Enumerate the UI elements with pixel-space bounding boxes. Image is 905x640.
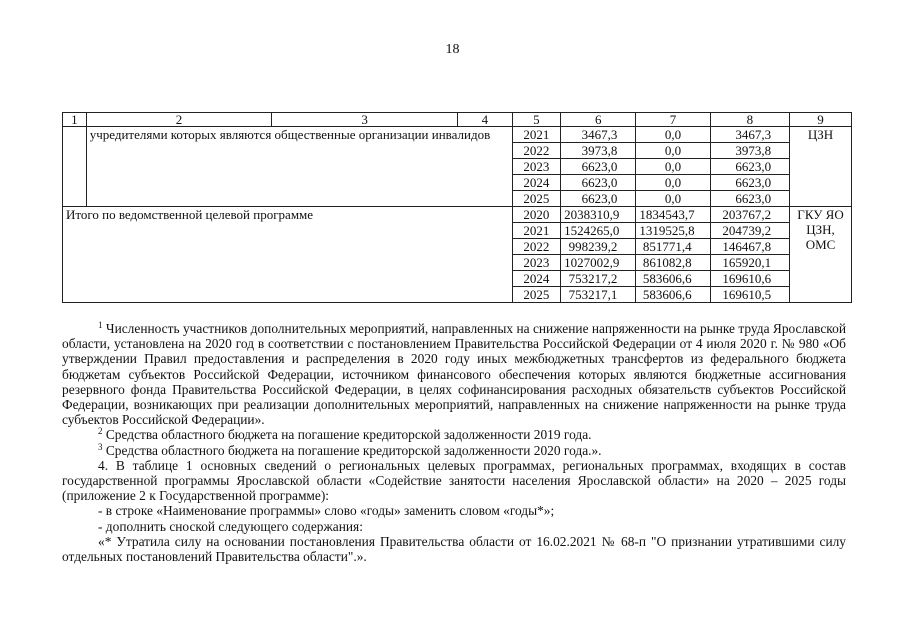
total-description: Итого по ведомственной целевой программе	[63, 207, 513, 303]
total-cell: 1027002,9	[561, 255, 636, 271]
regional-cell: 6623,0	[710, 191, 789, 207]
footnote-marker: 3	[98, 441, 103, 452]
footnote-marker: 2	[98, 426, 103, 437]
federal-cell: 0,0	[636, 143, 710, 159]
table-row	[63, 127, 852, 143]
footnote-1	[62, 321, 846, 427]
total-cell: 6623,0	[561, 159, 636, 175]
total-cell: 753217,1	[561, 287, 636, 303]
regional-cell: 169610,6	[710, 271, 789, 287]
total-cell: 6623,0	[561, 175, 636, 191]
federal-cell: 583606,6	[636, 271, 710, 287]
column-header: 6	[561, 113, 636, 127]
page-number: 18	[445, 42, 460, 57]
regional-cell: 146467,8	[710, 239, 789, 255]
federal-cell: 0,0	[636, 159, 710, 175]
footnote-marker: 1	[98, 320, 103, 330]
total-cell: 998239,2	[561, 239, 636, 255]
regional-cell: 6623,0	[710, 175, 789, 191]
program-table	[62, 112, 852, 303]
executor-line: ОМС	[805, 237, 836, 252]
amendment-bullet: - в строке «Наименование программы» слово «годы» заменить словом «годы*»;	[98, 503, 555, 519]
executor-cell: ЦЗН	[790, 127, 852, 207]
federal-cell: 861082,8	[636, 255, 710, 271]
year-cell: 2020	[512, 207, 560, 223]
federal-cell: 0,0	[636, 191, 710, 207]
footnotes-section	[62, 321, 846, 564]
column-header: 5	[512, 113, 560, 127]
year-cell: 2024	[512, 175, 560, 191]
column-header: 2	[86, 113, 272, 127]
total-cell: 3467,3	[561, 127, 636, 143]
year-cell: 2024	[512, 271, 560, 287]
table-header-row	[63, 113, 852, 127]
column-header: 3	[272, 113, 458, 127]
federal-cell: 1834543,7	[636, 207, 710, 223]
amendment-item-4: 4. В таблице 1 основных сведений о региональных целевых программах, региональных программах, входящих в состав государственной программы Ярославской области «Содействие занятости населения Ярославской области» на 2020 – 2025 годы (приложение 2 к Государственной программе):	[62, 457, 846, 504]
footnote-text: Средства областного бюджета на погашение кредиторской задолженности 2020 года.».	[105, 442, 602, 458]
footnote-2	[62, 427, 846, 442]
footnote-3	[62, 443, 846, 458]
column-header: 1	[63, 113, 87, 127]
total-cell: 753217,2	[561, 271, 636, 287]
amendment-quote: «* Утратила силу на основании постановления Правительства области от 16.02.2021 № 68-п "О признании утратившими силу отдельных постановлений Правительства области".».	[62, 533, 846, 565]
table-row	[63, 207, 852, 223]
executor-line: ГКУ ЯО	[797, 207, 844, 222]
executor-line: ЦЗН,	[806, 222, 835, 237]
year-cell: 2023	[512, 255, 560, 271]
federal-cell: 0,0	[636, 175, 710, 191]
year-cell: 2023	[512, 159, 560, 175]
total-cell: 6623,0	[561, 191, 636, 207]
regional-cell: 3973,8	[710, 143, 789, 159]
federal-cell: 851771,4	[636, 239, 710, 255]
regional-cell: 203767,2	[710, 207, 789, 223]
federal-cell: 0,0	[636, 127, 710, 143]
regional-cell: 6623,0	[710, 159, 789, 175]
regional-cell: 204739,2	[710, 223, 789, 239]
year-cell: 2025	[512, 191, 560, 207]
year-cell: 2022	[512, 239, 560, 255]
federal-cell: 1319525,8	[636, 223, 710, 239]
year-cell: 2025	[512, 287, 560, 303]
federal-cell: 583606,6	[636, 287, 710, 303]
column-header: 8	[710, 113, 789, 127]
amendment-bullet: - дополнить сноской следующего содержания:	[98, 518, 363, 534]
regional-cell: 169610,5	[710, 287, 789, 303]
year-cell: 2021	[512, 223, 560, 239]
footnote-text: Численность участников дополнительных мероприятий, направленных на снижение напряженности на рынке труда Ярославской области, установлена на 2020 год в соответствии с постановлением Правительства Российской Федерации от 4 июля 2020 г. № 980 «Об утверждении Правил предоставления и распределения в 2020 году иных межбюджетных трансфертов из федерального бюджета бюджетам субъектов Российской Федерации, источником финансового обеспечения которых являются бюджетные ассигнования резервного фонда Правительства Российской Федерации, в целях софинансирования расходных обязательств субъектов Российской Федерации, возникающих при реализации дополнительных мероприятий, направленных на снижение напряженности на рынке труда субъектов Российской Федерации».	[62, 321, 846, 428]
executor-cell	[790, 207, 852, 303]
total-cell: 3973,8	[561, 143, 636, 159]
regional-cell: 3467,3	[710, 127, 789, 143]
year-cell: 2022	[512, 143, 560, 159]
column-header: 4	[458, 113, 513, 127]
column-header: 9	[790, 113, 852, 127]
total-cell: 2038310,9	[561, 207, 636, 223]
table-cell-empty	[63, 127, 87, 207]
footnote-text: Средства областного бюджета на погашение кредиторской задолженности 2019 года.	[105, 427, 592, 443]
total-cell: 1524265,0	[561, 223, 636, 239]
measure-description: учредителями которых являются общественные организации инвалидов	[86, 127, 512, 207]
regional-cell: 165920,1	[710, 255, 789, 271]
year-cell: 2021	[512, 127, 560, 143]
column-header: 7	[636, 113, 710, 127]
